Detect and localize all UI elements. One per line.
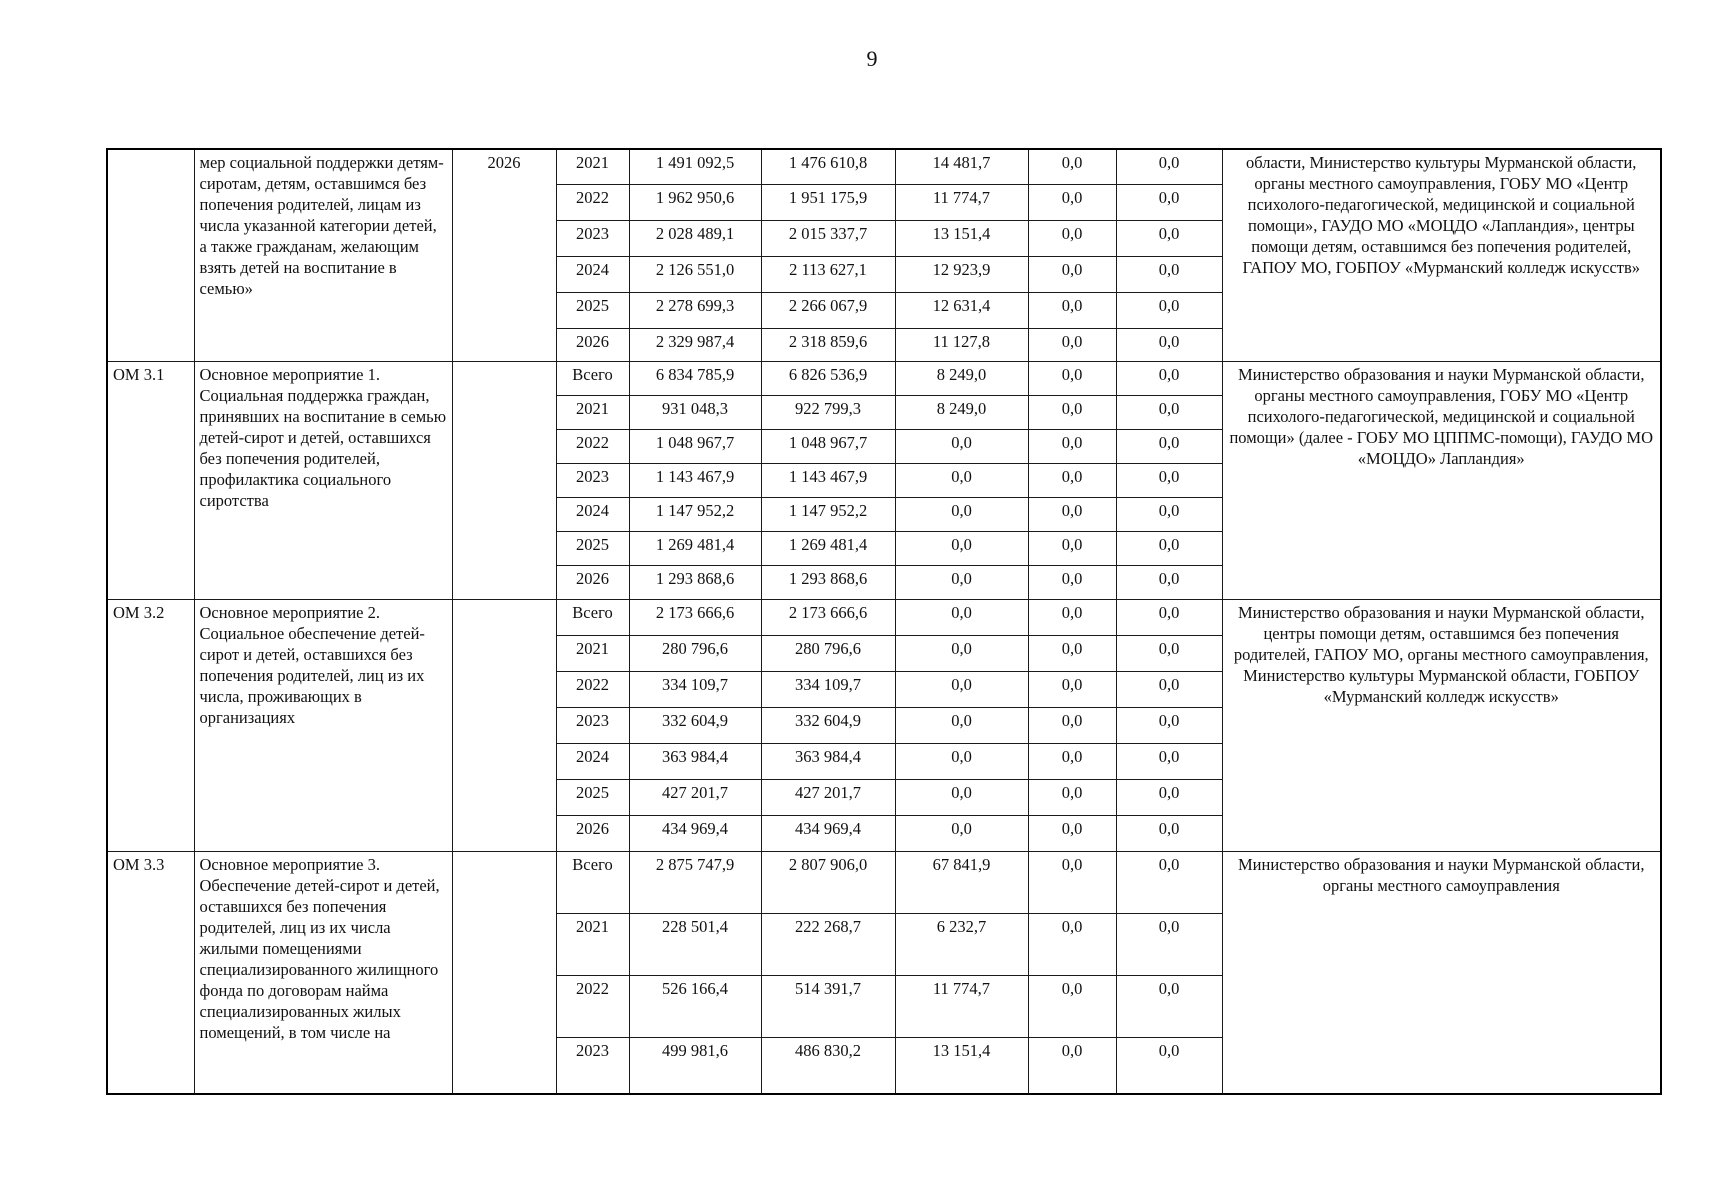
activity-executors: Министерство образования и науки Мурманской области, органы местного самоуправления, ГОБУ МО «Центр психолого-педагогической, медицинской и социальной помощи» (далее - ГОБУ МО ЦППМС-помощи), ГАУДО МО «МОЦДО» Лапландия» [1222, 361, 1661, 599]
cell-c2: 0,0 [895, 671, 1028, 707]
cell-year: Всего [556, 851, 629, 913]
cell-year: 2022 [556, 671, 629, 707]
cell-c2: 8 249,0 [895, 395, 1028, 429]
cell-c3: 0,0 [1028, 256, 1116, 292]
cell-c3: 0,0 [1028, 707, 1116, 743]
cell-c3: 0,0 [1028, 975, 1116, 1037]
cell-c2: 67 841,9 [895, 851, 1028, 913]
cell-year: 2021 [556, 635, 629, 671]
cell-c3: 0,0 [1028, 361, 1116, 395]
cell-c4: 0,0 [1116, 429, 1222, 463]
cell-year: 2025 [556, 531, 629, 565]
cell-c3: 0,0 [1028, 220, 1116, 256]
cell-c4: 0,0 [1116, 707, 1222, 743]
activity-term [452, 361, 556, 599]
cell-c4: 0,0 [1116, 913, 1222, 975]
cell-total: 1 962 950,6 [629, 184, 761, 220]
cell-total: 499 981,6 [629, 1037, 761, 1094]
cell-c4: 0,0 [1116, 220, 1222, 256]
cell-c2: 0,0 [895, 815, 1028, 851]
activity-term [452, 851, 556, 1094]
cell-year: 2022 [556, 429, 629, 463]
cell-c3: 0,0 [1028, 565, 1116, 599]
cell-year: 2026 [556, 565, 629, 599]
cell-c3: 0,0 [1028, 779, 1116, 815]
cell-c3: 0,0 [1028, 149, 1116, 184]
cell-c4: 0,0 [1116, 292, 1222, 328]
cell-c4: 0,0 [1116, 328, 1222, 361]
activity-code: ОМ 3.3 [107, 851, 194, 1094]
cell-year: 2023 [556, 1037, 629, 1094]
cell-c3: 0,0 [1028, 913, 1116, 975]
cell-c2: 0,0 [895, 565, 1028, 599]
cell-total: 2 278 699,3 [629, 292, 761, 328]
cell-c2: 13 151,4 [895, 220, 1028, 256]
cell-c1: 222 268,7 [761, 913, 895, 975]
cell-c1: 332 604,9 [761, 707, 895, 743]
cell-c2: 0,0 [895, 707, 1028, 743]
cell-c3: 0,0 [1028, 671, 1116, 707]
cell-total: 2 329 987,4 [629, 328, 761, 361]
cell-year: 2024 [556, 743, 629, 779]
cell-c2: 13 151,4 [895, 1037, 1028, 1094]
cell-total: 1 147 952,2 [629, 497, 761, 531]
cell-c1: 434 969,4 [761, 815, 895, 851]
cell-total: 434 969,4 [629, 815, 761, 851]
cell-c2: 0,0 [895, 463, 1028, 497]
cell-c1: 427 201,7 [761, 779, 895, 815]
cell-c2: 0,0 [895, 429, 1028, 463]
cell-total: 2 173 666,6 [629, 599, 761, 635]
cell-c3: 0,0 [1028, 599, 1116, 635]
cell-c3: 0,0 [1028, 815, 1116, 851]
cell-c1: 280 796,6 [761, 635, 895, 671]
activity-code: ОМ 3.2 [107, 599, 194, 851]
cell-year: 2026 [556, 815, 629, 851]
cell-total: 931 048,3 [629, 395, 761, 429]
cell-c1: 1 476 610,8 [761, 149, 895, 184]
cell-year: 2021 [556, 395, 629, 429]
cell-c1: 1 293 868,6 [761, 565, 895, 599]
cell-year: 2026 [556, 328, 629, 361]
cell-c3: 0,0 [1028, 531, 1116, 565]
cell-c4: 0,0 [1116, 779, 1222, 815]
activity-term: 2026 [452, 149, 556, 361]
cell-year: 2023 [556, 707, 629, 743]
cell-total: 363 984,4 [629, 743, 761, 779]
cell-c4: 0,0 [1116, 395, 1222, 429]
table-row [107, 851, 1661, 913]
cell-total: 1 143 467,9 [629, 463, 761, 497]
cell-c2: 11 774,7 [895, 975, 1028, 1037]
table-row [107, 599, 1661, 635]
cell-c2: 0,0 [895, 779, 1028, 815]
cell-c4: 0,0 [1116, 497, 1222, 531]
cell-total: 334 109,7 [629, 671, 761, 707]
activity-name: Основное мероприятие 2. Социальное обеспечение детей-сирот и детей, оставшихся без попечения родителей, лиц из их числа, проживающих в организациях [194, 599, 452, 851]
cell-year: Всего [556, 599, 629, 635]
cell-year: 2021 [556, 913, 629, 975]
cell-c1: 1 143 467,9 [761, 463, 895, 497]
cell-c1: 334 109,7 [761, 671, 895, 707]
cell-c3: 0,0 [1028, 328, 1116, 361]
cell-c2: 8 249,0 [895, 361, 1028, 395]
cell-c4: 0,0 [1116, 599, 1222, 635]
cell-c1: 2 807 906,0 [761, 851, 895, 913]
cell-c2: 0,0 [895, 635, 1028, 671]
cell-total: 2 875 747,9 [629, 851, 761, 913]
activity-code: ОМ 3.1 [107, 361, 194, 599]
activity-name: Основное мероприятие 3. Обеспечение детей-сирот и детей, оставшихся без попечения родителей, лиц из их числа жилыми помещениями специализированного жилищного фонда по договорам найма специализированных жилых помещений, в том числе на [194, 851, 452, 1094]
cell-c1: 922 799,3 [761, 395, 895, 429]
activity-executors: Министерство образования и науки Мурманской области, центры помощи детям, оставшимся без попечения родителей, ГАПОУ МО, органы местного самоуправления, Министерство культуры Мурманской области, ГОБПОУ «Мурманский колледж искусств» [1222, 599, 1661, 851]
cell-c1: 486 830,2 [761, 1037, 895, 1094]
cell-c4: 0,0 [1116, 851, 1222, 913]
cell-c3: 0,0 [1028, 292, 1116, 328]
cell-c4: 0,0 [1116, 635, 1222, 671]
cell-year: 2025 [556, 779, 629, 815]
cell-year: 2024 [556, 497, 629, 531]
activity-name: мер социальной поддержки детям-сиротам, детям, оставшимся без попечения родителей, лицам из числа указанной категории детей, а также гражданам, желающим взять детей на воспитание в семью» [194, 149, 452, 361]
cell-c2: 0,0 [895, 497, 1028, 531]
table-row [107, 149, 1661, 184]
cell-c4: 0,0 [1116, 361, 1222, 395]
activity-executors: Министерство образования и науки Мурманской области, органы местного самоуправления [1222, 851, 1661, 1094]
cell-c3: 0,0 [1028, 635, 1116, 671]
cell-c4: 0,0 [1116, 975, 1222, 1037]
cell-year: 2024 [556, 256, 629, 292]
activity-name: Основное мероприятие 1. Социальная поддержка граждан, принявших на воспитание в семью детей-сирот и детей, оставшихся без попечения родителей, профилактика социального сиротства [194, 361, 452, 599]
cell-year: 2023 [556, 463, 629, 497]
cell-total: 1 048 967,7 [629, 429, 761, 463]
cell-year: 2021 [556, 149, 629, 184]
cell-total: 1 293 868,6 [629, 565, 761, 599]
cell-total: 1 491 092,5 [629, 149, 761, 184]
cell-total: 2 126 551,0 [629, 256, 761, 292]
cell-year: 2025 [556, 292, 629, 328]
cell-c2: 14 481,7 [895, 149, 1028, 184]
activity-code [107, 149, 194, 361]
cell-c1: 514 391,7 [761, 975, 895, 1037]
cell-c4: 0,0 [1116, 184, 1222, 220]
cell-c4: 0,0 [1116, 463, 1222, 497]
cell-c3: 0,0 [1028, 395, 1116, 429]
cell-c4: 0,0 [1116, 743, 1222, 779]
cell-c1: 1 147 952,2 [761, 497, 895, 531]
activity-term [452, 599, 556, 851]
program-funding-table [106, 148, 1662, 1095]
cell-total: 280 796,6 [629, 635, 761, 671]
cell-c4: 0,0 [1116, 531, 1222, 565]
cell-c2: 6 232,7 [895, 913, 1028, 975]
cell-year: Всего [556, 361, 629, 395]
cell-c3: 0,0 [1028, 1037, 1116, 1094]
page-number: 9 [866, 46, 878, 71]
cell-c3: 0,0 [1028, 497, 1116, 531]
cell-c1: 1 048 967,7 [761, 429, 895, 463]
cell-c4: 0,0 [1116, 256, 1222, 292]
cell-c3: 0,0 [1028, 184, 1116, 220]
cell-total: 6 834 785,9 [629, 361, 761, 395]
cell-c2: 11 774,7 [895, 184, 1028, 220]
cell-c1: 1 269 481,4 [761, 531, 895, 565]
cell-total: 332 604,9 [629, 707, 761, 743]
cell-total: 526 166,4 [629, 975, 761, 1037]
cell-c4: 0,0 [1116, 671, 1222, 707]
cell-c1: 363 984,4 [761, 743, 895, 779]
cell-c1: 2 113 627,1 [761, 256, 895, 292]
cell-c4: 0,0 [1116, 565, 1222, 599]
activity-executors: области, Министерство культуры Мурманской области, органы местного самоуправления, ГОБУ МО «Центр психолого-педагогической, медицинской и социальной помощи», ГАУДО МО «МОЦДО «Лапландия», центры помощи детям, оставшимся без попечения родителей, ГАПОУ МО, ГОБПОУ «Мурманский колледж искусств» [1222, 149, 1661, 361]
cell-c1: 6 826 536,9 [761, 361, 895, 395]
cell-year: 2022 [556, 975, 629, 1037]
cell-c2: 12 923,9 [895, 256, 1028, 292]
cell-c1: 2 266 067,9 [761, 292, 895, 328]
cell-c2: 0,0 [895, 743, 1028, 779]
cell-c1: 2 318 859,6 [761, 328, 895, 361]
cell-c3: 0,0 [1028, 851, 1116, 913]
cell-c3: 0,0 [1028, 463, 1116, 497]
cell-c1: 2 173 666,6 [761, 599, 895, 635]
cell-c2: 0,0 [895, 599, 1028, 635]
cell-c4: 0,0 [1116, 1037, 1222, 1094]
cell-c1: 2 015 337,7 [761, 220, 895, 256]
table-row [107, 361, 1661, 395]
cell-total: 2 028 489,1 [629, 220, 761, 256]
cell-year: 2022 [556, 184, 629, 220]
cell-total: 1 269 481,4 [629, 531, 761, 565]
cell-c3: 0,0 [1028, 429, 1116, 463]
cell-year: 2023 [556, 220, 629, 256]
cell-c4: 0,0 [1116, 149, 1222, 184]
cell-total: 427 201,7 [629, 779, 761, 815]
cell-c2: 11 127,8 [895, 328, 1028, 361]
cell-total: 228 501,4 [629, 913, 761, 975]
cell-c2: 0,0 [895, 531, 1028, 565]
cell-c4: 0,0 [1116, 815, 1222, 851]
cell-c2: 12 631,4 [895, 292, 1028, 328]
cell-c1: 1 951 175,9 [761, 184, 895, 220]
cell-c3: 0,0 [1028, 743, 1116, 779]
